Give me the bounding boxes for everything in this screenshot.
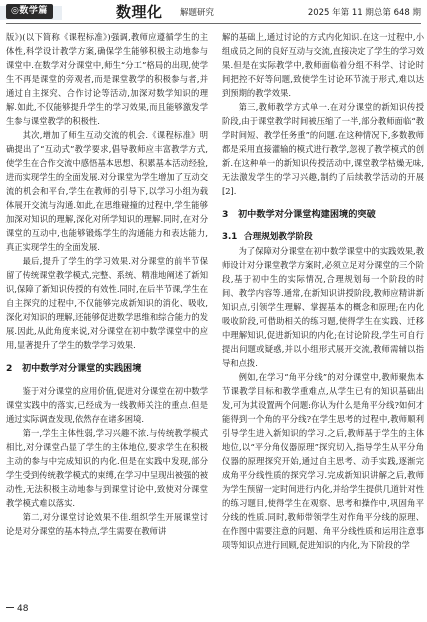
section-number: 2 <box>6 363 13 374</box>
paragraph: 其次,增加了师生互动交流的机会.《课程标准》明确提出了“互动式”教学要求,倡导教师应丰富教学方式,使学生在合作交流中感悟基本思想、积累基本活动经验,进而实现学生的全面发展.对分课堂为学生增加了互动交流的机会和平台,学生在教师的引导下,以学习小组为载体展开交流与沟通.如此,在思维碰撞的过程中,学生能够加深对知识的理解,深化对所学知识的理解.同时,在对分课堂的互动中,也能够锻炼学生的沟通能力和表达能力,真正实现学生的全面发展. <box>6 130 208 252</box>
paragraph: 版》)(以下简称《课程标准》)强调,教师应遵循学生的主体性,科学设计教学方案,确保学生能够积极主动地参与课堂中.在数学对分课堂中,师生“分工”格局的出现,使学生不再是课堂的旁观者,而是课堂教学的积极参与者,并通过自主探究、合作讨论等活动,加深对数学知识的理解.如此,不仅能够提升学生的学习效果,而且能够激发学生参与课堂教学的积极性. <box>6 32 208 126</box>
paragraph: 第三,教师教学方式单一.在对分课堂的新知识传授阶段,由于课堂教学时间被压缩了一半,部分教师面临“教学时间短、教学任务重”的问题.在这种情况下,多数教师都是采用直接灌输的模式进行教学,忽视了教学模式的创新.在这种单一的新知识传授活动中,课堂教学枯燥无味,无法激发学生的学习兴趣,制约了后续教学活动的开展[2]. <box>222 102 424 196</box>
paragraph: 例如,在学习“角平分线”的对分课堂中,教师聚焦本节课教学目标和教学重难点,从学生已有的知识基础出发,可为其设置两个问题:你认为什么是角平分线?如何才能得到一个角的平分线?在学生思考的过程中,教师顺利引导学生进入新知识的学习.之后,教师基于学生的主体地位,以“平分角仪器原理”探究切入,指导学生从平分角仪器的原理探究开始,通过自主思考、动手实践,逐渐完成角平分线性质的探究学习.完成新知识讲解之后,教师为学生预留一定时间进行内化,并给学生提供几道针对性的练习题目,使得学生在观察、思考和操作中,巩固角平分线的性质.同时,教师带领学生对作角平分线的原理、在作图中需要注意的问题、角平分线性质和运用注意事项等知识点进行回顾,促进知识的内化,为下阶段的学 <box>222 372 424 550</box>
section-heading <box>222 208 424 222</box>
paragraph: 鉴于对分课堂的应用价值,促进对分课堂在初中数学课堂实践中的落实,已经成为一线教师关注的重点.但是通过实际调查发现,依然存在诸多困境. <box>6 386 208 424</box>
paragraph: 为了保障对分课堂在初中数学课堂中的实践效果,教师设计对分课堂教学方案时,必须立足对分课堂的三个阶段,基于初中生的实际情况,合理规划每一个阶段的时间、教学内容等.通常,在新知识讲授阶段,教师应精讲新知识点,引领学生理解、掌握基本的概念和原理;在内化吸收阶段,可借助相关的练习题,使得学生在实践、迁移中理解知识,促进新知识的内化;在讨论阶段,学生可自行提出问题或疑惑,并以小组形式展开交流,教师需辅以指导和点拨. <box>222 246 424 368</box>
paragraph: 解的基础上,通过讨论的方式内化知识.在这一过程中,小组成员之间的良好互动与交流,直接决定了学生的学习效果.但是在实际教学中,教师面临着分组不科学、讨论时间把控不好等问题,致使学生讨论环节流于形式,难以达到预期的教学效果. <box>222 32 424 98</box>
page-footer <box>6 604 28 614</box>
section-title: 初中数学对分课堂构建困境的突破 <box>238 209 376 220</box>
page-number: 48 <box>17 604 29 614</box>
subsection-heading <box>222 230 424 244</box>
section-heading <box>6 362 208 376</box>
subsection-title: 合理规划教学阶段 <box>244 232 313 242</box>
issue-info: 2025 年第 11 期总第 648 期 <box>307 8 421 18</box>
journal-subtitle: 解题研究 <box>180 8 215 18</box>
right-column <box>222 30 424 552</box>
journal-brand: 数理化 <box>116 3 163 21</box>
paragraph: 第二,对分课堂讨论效果不佳.组织学生开展课堂讨论是对分课堂的基本特点,学生需要在教师讲 <box>6 512 208 536</box>
section-title: 初中数学对分课堂的实践困境 <box>22 363 142 374</box>
section-tag: ◎数学篇 <box>6 4 53 19</box>
paragraph: 最后,提升了学生的学习效果.对分课堂的前半节保留了传统课堂教学模式,完整、系统、精准地阐述了新知识,保障了新知识传授的有效性.同时,在后半节课,学生在自主探究的过程中,不仅能够完成新知识的消化、吸收,深化对知识的理解,还能够促进数学思维和综合能力的发展.因此,从此角度来说,对分课堂在初中数学课堂中的应用,显著提升了学生的数学学习效果. <box>6 256 208 350</box>
footer-dash <box>6 607 14 608</box>
left-column <box>6 30 208 538</box>
subsection-number: 3.1 <box>222 232 238 242</box>
header-divider <box>6 23 421 24</box>
section-number: 3 <box>222 209 229 220</box>
page-header <box>0 0 427 24</box>
paragraph: 第一,学生主体性弱,学习兴趣不浓.与传统教学模式相比,对分课堂凸显了学生的主体地位,要求学生在积极主动的参与中完成知识的内化.但是在实践中发现,部分学生受到传统教学模式的束缚,在学习中呈现出被强的被动性,无法积极主动地参与到课堂讨论中,致使对分课堂教学模式难以落实. <box>6 428 208 508</box>
